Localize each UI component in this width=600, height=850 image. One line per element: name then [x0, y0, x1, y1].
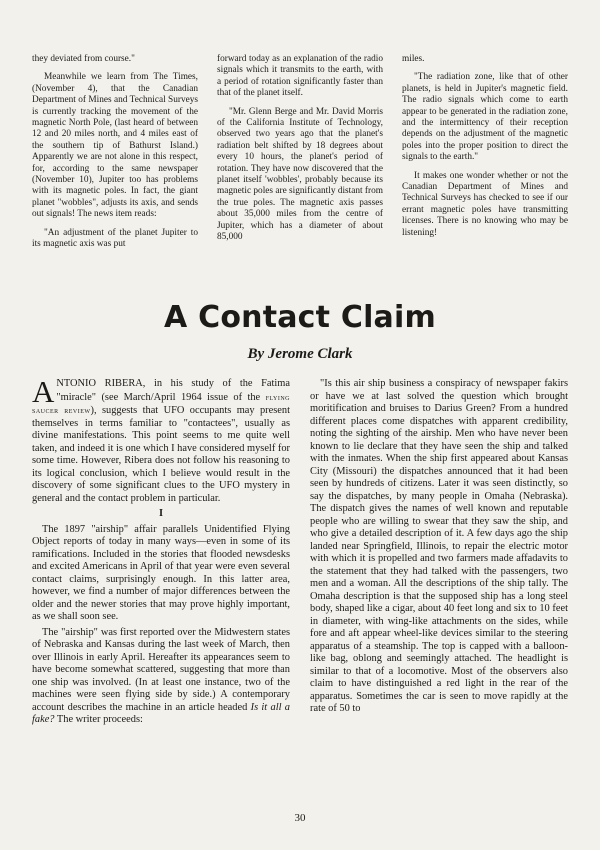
paragraph: "Is this air ship business a conspiracy of newspaper fakirs or have we at last solved the question which brought moritification and bruises to Darius Green? From a hundred different places come dispatches with apparent credibility, noting the sighting of the airship. Men who have never been known to lie declare that they have seen the ship and talked with the inmates. When the ship first appeared about Kansas City (Missouri) the dispatches announced that it had been seen by hundreds of citizens. Later it was seen distinctly, so say the dispatches, by many people in Omaha (Nebraska). The dispatch gives the names of well known and reputable people who are willing to swear that they saw the ship, and who give a detailed description of it. A few days ago the ship landed near Springfield, Illinois, to repair the electric motor with which it is propelled and two farmers made affadavits to the statement that they had talked with the passengers, two men and a woman. All the descriptions of the ship tally. The Omaha description is that the supposed ship has a long steel body, shaped like a cigar, about 40 feet long and six to 10 feet in diameter, with wing-like attachments on the sides, while fore and aft appear wheel-like devices similar to the steering apparatus of a steamship. The top is capped with a balloon-like bag, oblong and seemingly attached. The headlight is similar to that of a locomotive. Most of the observers also claim to have distinguished a red light in the rear of the apparatus. Sometimes the car is seen to move rapidly at the rate of 50 to: [310, 378, 568, 714]
article-column-left: [32, 374, 290, 730]
paragraph: "The radiation zone, like that of other planets, is held in Jupiter's magnetic field. The radio signals which come to earth appear to be generated in the radiation zone, and the intermittency of their reception depends on the adjustment of the magnetic poles into the proper position to direct the signals to the earth.": [402, 72, 568, 163]
section-number: I: [158, 508, 164, 519]
paragraph: forward today as an explanation of the radio signals which it transmits to the earth, with a period of rotation significantly faster than that of the planet itself.: [217, 54, 383, 99]
paragraph: The 1897 "airship" affair parallels Unidentified Flying Object reports of today in many ways—even in some of its ramifications. Included in the stories that flooded newsdesks and excited Americans in April of that year were even several contact claims, surprisingly enough. In this latter area, however, we find a number of major differences between the older and the newer stories that may prove highly important, as we shall soon see.: [32, 523, 290, 622]
paragraph: ANTONIO RIBERA, in his study of the Fatima "miracle" (see March/April 1964 issue of the flying saucer review), suggests that UFO occupants may present themselves in terms familiar to "contactees", usually as divine manifestations. This point seems to me quite well taken, and indeed it is one which I have considered myself for some time. However, Ribera does not follow his reasoning to its logical conclusion, which I believe would result in the discovery of some significant clues to the UFO mystery in general and the contact problem in particular.: [32, 374, 290, 504]
paragraph: It makes one wonder whether or not the Canadian Department of Mines and Technical Surveys has checked to see if our errant magnetic poles have transmitting licenses. There is no knowing who may be listening!: [402, 170, 568, 238]
page-number: 30: [294, 812, 306, 824]
paragraph: "Mr. Glenn Berge and Mr. David Morris of the California Institute of Technology, observed two years ago that the planet's radiation belt shifted by 18 degrees about every 10 hours, the planet's period of rotation. They have now discovered that the planet itself 'wobbles', probably because its magnetic poles are significantly distant from the true poles. The magnetic axis passes about 35,000 miles from the centre of Jupiter, which has a diameter of about 85,000: [217, 106, 384, 243]
article-title: A Contact Claim: [164, 300, 436, 335]
top-column-2: [217, 54, 383, 251]
paragraph: Meanwhile we learn from The Times, (November 4), that the Canadian Department of Mines and Technical Surveys is currently tracking the movement of the magnetic North Pole, (last heard of between 12 and 20 miles north, and 4 miles east of the southern tip of Bathurst Island.) Apparently we are not alone in this respect, for, according to the same newspaper (November 10), Jupiter too has problems with its magnetic poles. In fact, the giant planet "wobbles", adjusts its axis, and sends out signals! The news item reads:: [32, 72, 198, 220]
drop-cap: A: [32, 374, 55, 409]
paragraph: "An adjustment of the planet Jupiter to its magnetic axis was put: [32, 227, 198, 250]
previous-article-continuation: [32, 54, 568, 282]
paragraph: miles.: [402, 54, 425, 64]
article-byline: By Jerome Clark: [247, 346, 353, 362]
magazine-name: flying saucer review: [32, 391, 290, 415]
article-column-right: [310, 378, 568, 719]
top-column-1: [32, 54, 198, 258]
top-column-3: [402, 54, 568, 246]
paragraph: they deviated from course.": [32, 54, 135, 64]
paragraph: The "airship" was first reported over the Midwestern states of Nebraska and Kansas during the last week of March, then over Illinois in early April. Hereafter its appearances seem to have become somewhat scattered, suggesting that more than one ship was involved. (In at least one instance, two of the machines were seen flying side by side.) A contemporary account describes the machine in an article headed Is it all a fake? The writer proceeds:: [32, 626, 290, 725]
article-body: [32, 374, 568, 803]
